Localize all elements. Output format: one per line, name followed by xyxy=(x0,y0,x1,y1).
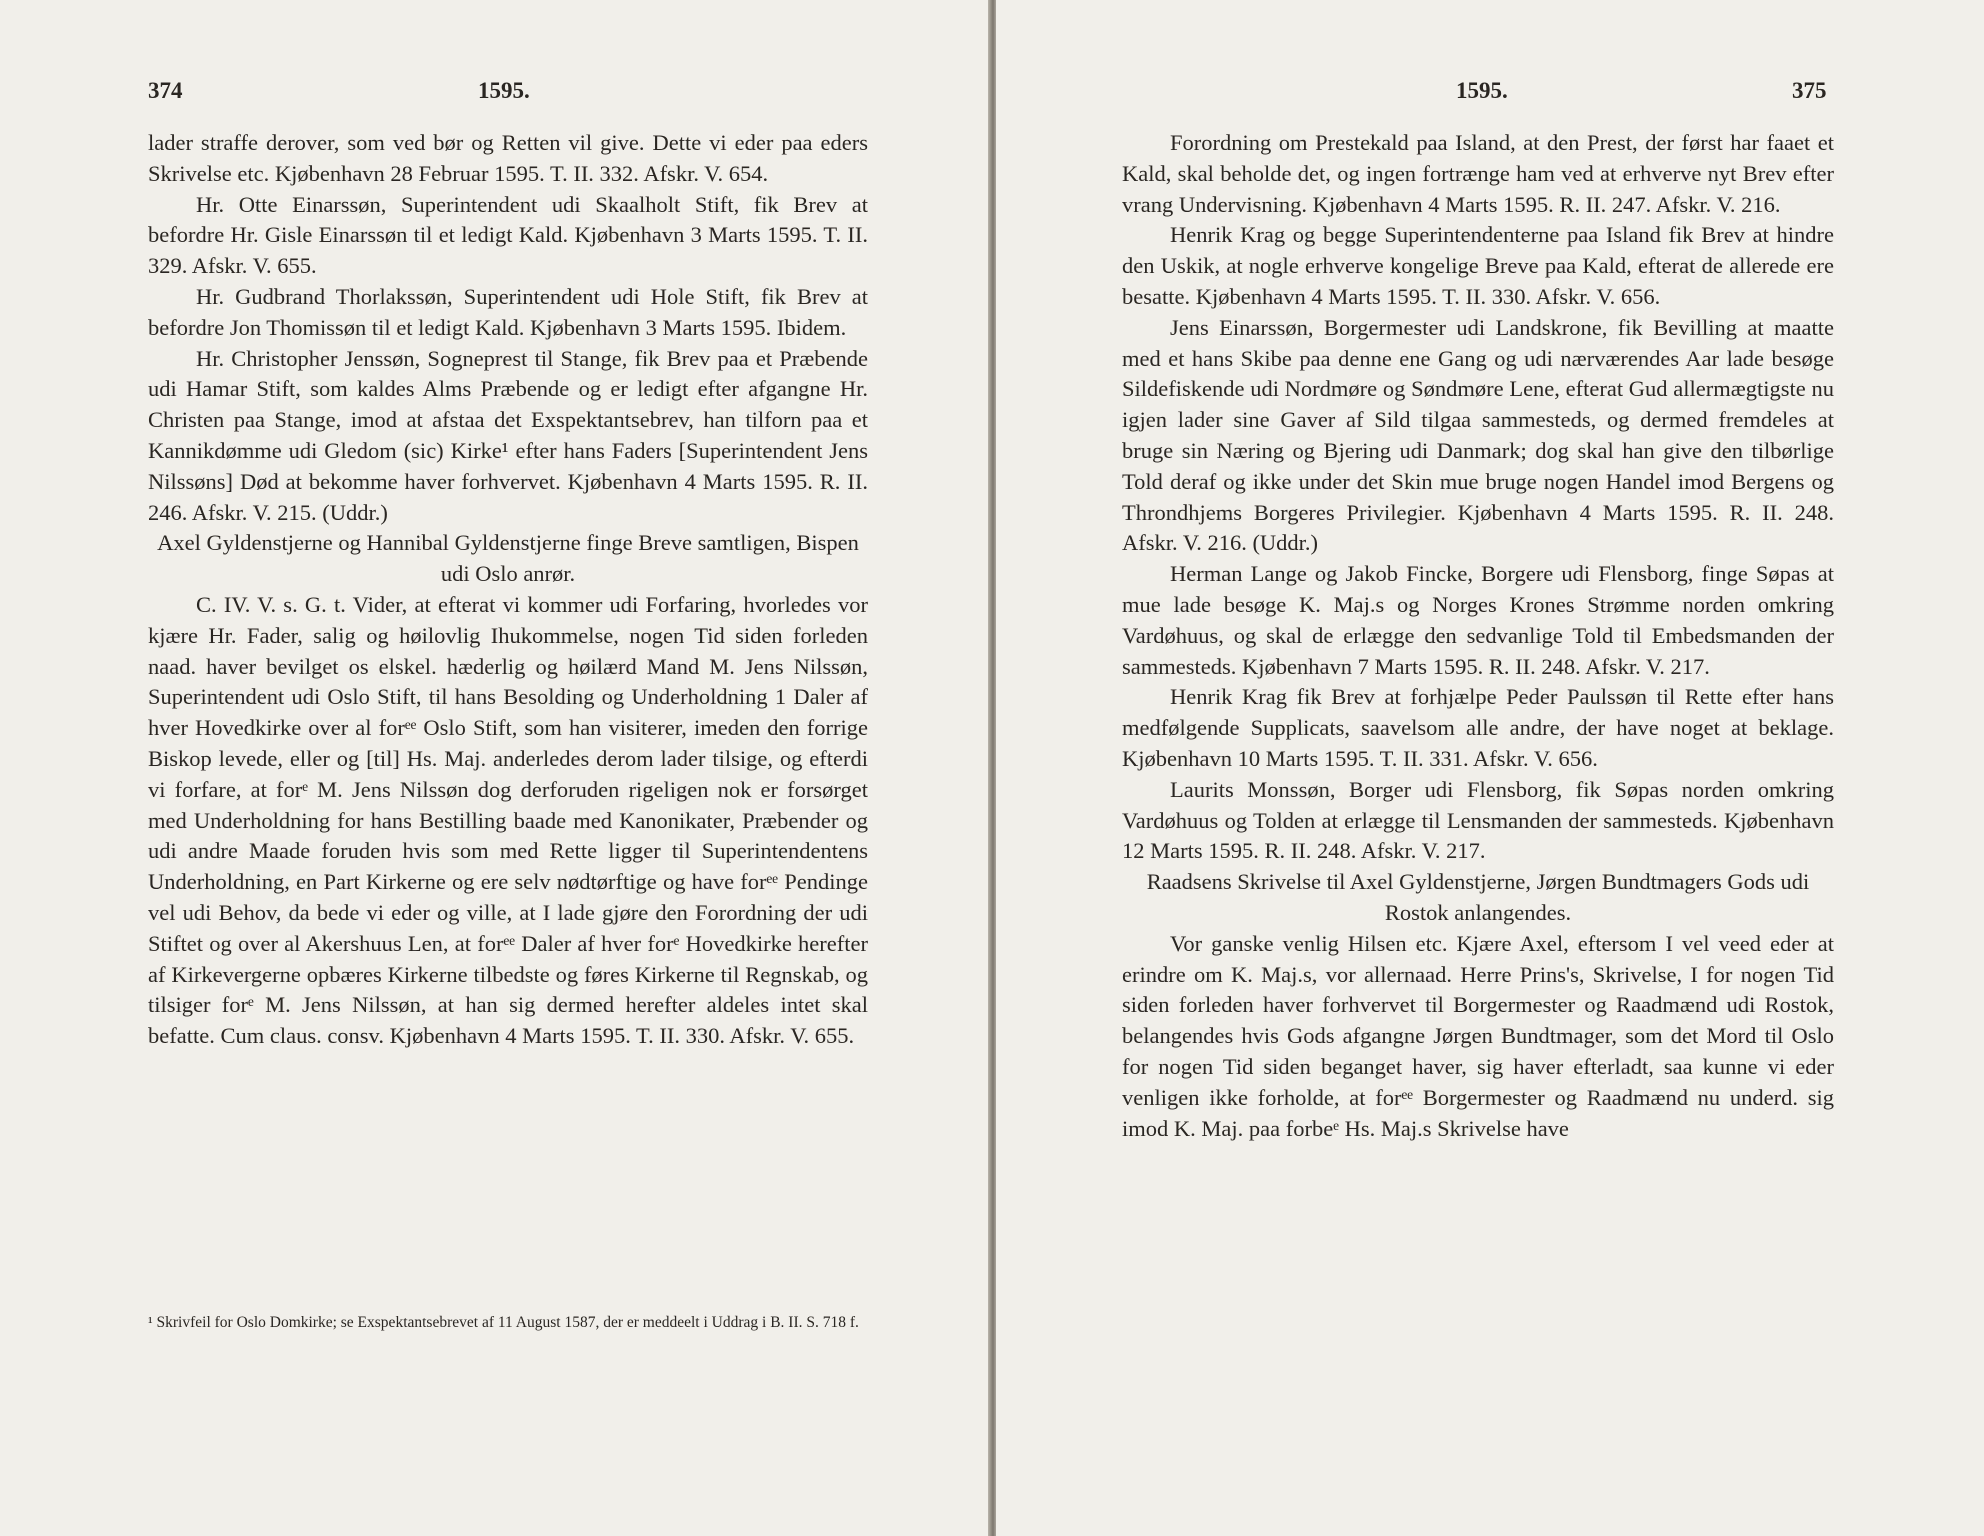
right-page xyxy=(996,0,1984,1536)
left-page xyxy=(0,0,990,1536)
paragraph: Laurits Monssøn, Borger udi Flensborg, fik Søpas norden omkring Vardøhuus og Tolden at erlægge til Lensmanden der sammesteds. Kjøbenhavn 12 Marts 1595. R. II. 248. Afskr. V. 217. xyxy=(1122,776,1834,864)
right-body-text xyxy=(1122,128,1834,1144)
paragraph: Hr. Gudbrand Thorlakssøn, Superintendent udi Hole Stift, fik Brev at befordre Jon Thomissøn til et ledigt Kald. Kjøbenhavn 3 Marts 1595. Ibidem. xyxy=(148,283,868,340)
paragraph: Jens Einarssøn, Borgermester udi Landskrone, fik Bevilling at maatte med et hans Skibe paa denne ene Gang og udi nærværendes Aar lade besøge Sildefiskende udi Nordmøre og Søndmøre Lene, efterat Gud allermægtigste nu igjen lader sine Gaver af Sild tilgaa sammesteds, og dermed fremdeles at bruge sin Næring og Bjering udi Danmark; dog skal han give den tilbørlige Told deraf og ikke under det Skin mue bruge nogen Handel imod Bergens og Throndhjems Borgeres Privilegier. Kjøbenhavn 4 Marts 1595. R. II. 248. Afskr. V. 216. (Uddr.) xyxy=(1122,314,1834,556)
paragraph: lader straffe derover, som ved bør og Retten vil give. Dette vi eder paa eders Skrivelse etc. Kjøbenhavn 28 Februar 1595. T. II. 332. Afskr. V. 654. xyxy=(148,130,868,186)
paragraph: Raadsens Skrivelse til Axel Gyldenstjerne, Jørgen Bundtmagers Gods udi Rostok anlangendes. xyxy=(1146,869,1810,925)
paragraph: Forordning om Prestekald paa Island, at den Prest, der først har faaet et Kald, skal beholde det, og ingen fortrænge ham ved at erhverve nyt Brev efter vrang Undervisning. Kjøbenhavn 4 Marts 1595. R. II. 247. Afskr. V. 216. xyxy=(1122,130,1834,217)
running-head-year: 1595. xyxy=(1456,78,1508,103)
paragraph: Hr. Christopher Jenssøn, Sogneprest til Stange, fik Brev paa et Præbende udi Hamar Stift, som kaldes Alms Præbende og er ledigt efter afgangne Hr. Christen paa Stange, imod at afstaa det Exspektantsebrev, han tilforn paa et Kannikdømme udi Gledom (sic) Kirke¹ efter hans Faders [Superintendent Jens Nilssøns] Død at bekomme haver forhvervet. Kjøbenhavn 4 Marts 1595. R. II. 246. Afskr. V. 215. (Uddr.) xyxy=(148,345,868,525)
running-head-year: 1595. xyxy=(478,78,530,103)
left-body-text xyxy=(148,128,868,1052)
paragraph: Herman Lange og Jakob Fincke, Borgere udi Flensborg, finge Søpas at mue lade besøge K. Maj.s og Norges Krones Strømme norden omkring Vardøhuus, og skal de erlægge den sedvanlige Told til Embedsmanden der sammesteds. Kjøbenhavn 7 Marts 1595. R. II. 248. Afskr. V. 217. xyxy=(1122,561,1834,679)
paragraph: Hr. Otte Einarssøn, Superintendent udi Skaalholt Stift, fik Brev at befordre Hr. Gisle Einarssøn til et ledigt Kald. Kjøbenhavn 3 Marts 1595. T. II. 329. Afskr. V. 655. xyxy=(148,191,868,279)
paragraph: Henrik Krag fik Brev at forhjælpe Peder Paulssøn til Rette efter hans medfølgende Supplicats, saavelsom alle andre, der have noget at beklage. Kjøbenhavn 10 Marts 1595. T. II. 331. Afskr. V. 656. xyxy=(1122,684,1834,771)
footnote: ¹ Skrivfeil for Oslo Domkirke; se Exspektantsebrevet af 11 August 1587, der er meddeelt i Uddrag i B. II. S. 718 f. xyxy=(148,1314,859,1331)
paragraph: C. IV. V. s. G. t. Vider, at efterat vi kommer udi Forfaring, hvorledes vor kjære Hr. Fader, salig og høilovlig Ihukommelse, nogen Tid siden forleden naad. haver bevilget os elskel. hæderlig og høilærd Mand M. Jens Nilssøn, Superintendent udi Oslo Stift, til hans Besolding og Underholdning 1 Daler af hver Hovedkirke over al forᵉᵉ Oslo Stift, som han visiterer, imeden den forrige Biskop levede, eller og [til] Hs. Maj. anderledes derom lader tilsige, og efterdi vi forfare, at forᵉ M. Jens Nilssøn dog derforuden rigeligen nok er forsørget med Underholdning for hans Bestilling baade med Kanonikater, Præbender og udi andre Maade foruden hvis som med Rette ligger til Superintendentens Underholdning, en Part Kirkerne og ere selv nødtørftige og have forᵉᵉ Pendinge vel udi Behov, da bede vi eder og ville, at I lade gjøre den Forordning der udi Stiftet og over al Akershuus Len, at forᵉᵉ Daler af hver forᵉ Hovedkirke herefter af Kirkevergerne opbæres Kirkerne tilbedste og føres Kirkerne til Regnskab, og tilsiger forᵉ M. Jens Nilssøn, at han sig dermed herefter aldeles intet skal befatte. Cum claus. consv. Kjøbenhavn 4 Marts 1595. T. II. 330. Afskr. V. 655. xyxy=(148,591,868,1049)
paragraph: Vor ganske venlig Hilsen etc. Kjære Axel, eftersom I vel veed eder at erindre om K. Maj.s, vor allernaad. Herre Prins's, Skrivelse, I for nogen Tid siden forleden haver forhvervet til Borgermester og Raadmænd udi Rostok, belangendes hvis Gods afgangne Jørgen Bundtmager, som det Mord til Oslo for nogen Tid siden beganget haver, sig haver efterladt, saa kunne vi eder venligen ikke forholde, at forᵉᵉ Borgermester og Raadmænd nu underd. sig imod K. Maj. paa forbeᵉ Hs. Maj.s Skrivelse have xyxy=(1122,930,1834,1141)
paragraph: Axel Gyldenstjerne og Hannibal Gyldenstjerne finge Breve samtligen, Bispen udi Oslo anrør. xyxy=(157,530,859,587)
page-number: 375 xyxy=(1792,78,1827,103)
page-number: 374 xyxy=(148,78,183,103)
paragraph: Henrik Krag og begge Superintendenterne paa Island fik Brev at hindre den Uskik, at nogle erhverve kongelige Breve paa Kald, efterat de allerede ere besatte. Kjøbenhavn 4 Marts 1595. T. II. 330. Afskr. V. 656. xyxy=(1122,222,1834,309)
